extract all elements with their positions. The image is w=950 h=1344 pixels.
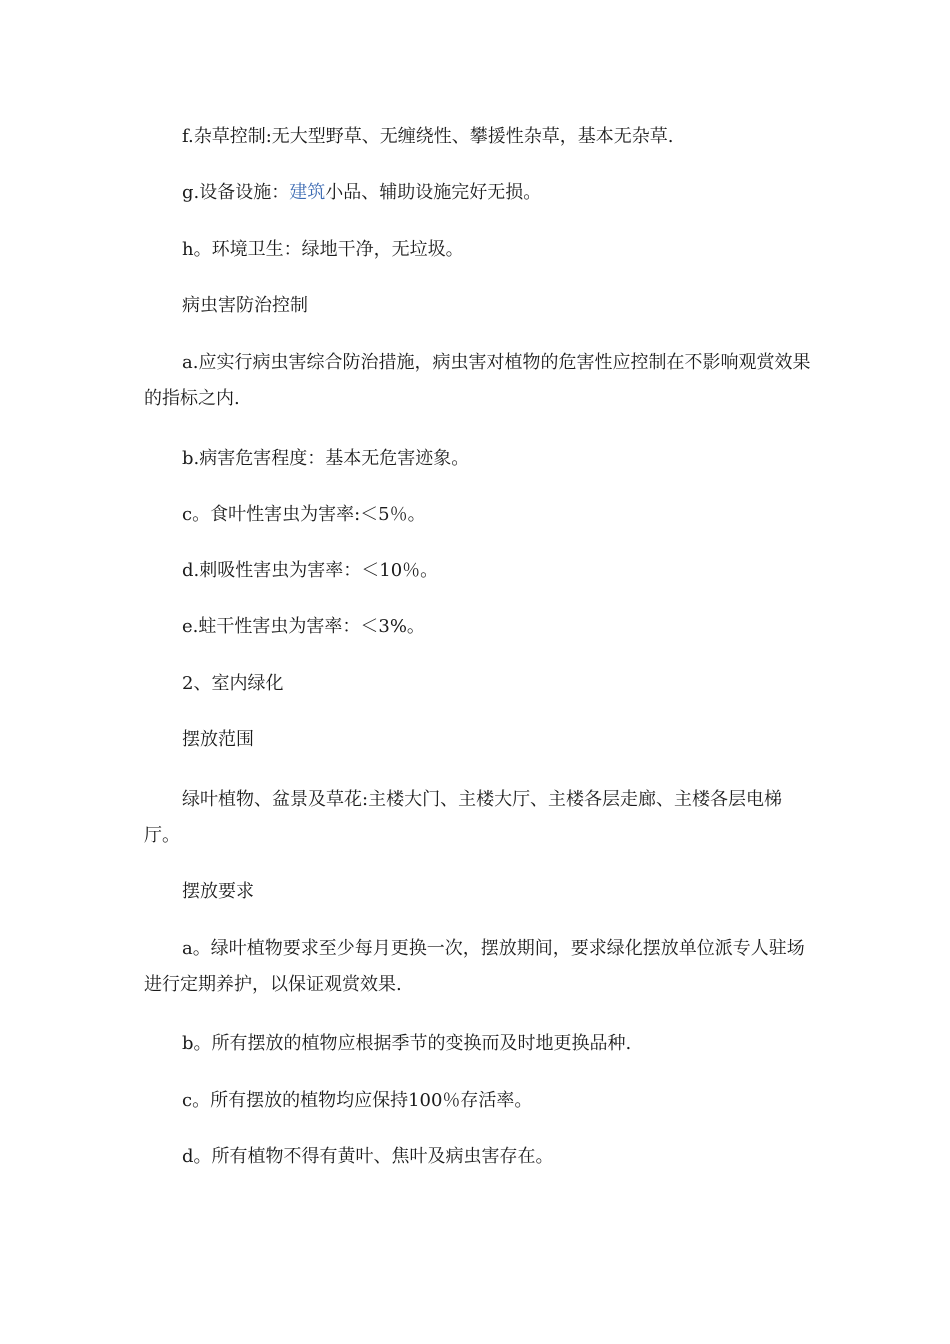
paragraph-pest-measures: a.应实行病虫害综合防治措施，病虫害对植物的危害性应控制在不影响观赏效果的指标之内. <box>144 352 811 409</box>
paragraph-seasonal-change: b。所有摆放的植物应根据季节的变换而及时地更换品种. <box>182 1033 632 1054</box>
heading-pest-control: 病虫害防治控制 <box>182 295 308 316</box>
heading-placement-scope: 摆放范围 <box>182 729 254 750</box>
paragraph-no-yellow-leaves: d。所有植物不得有黄叶、焦叶及病虫害存在。 <box>182 1146 554 1167</box>
paragraph-survival-rate: c。所有摆放的植物均应保持100％存活率。 <box>182 1090 533 1111</box>
paragraph-facilities-suffix: 小品、辅助设施完好无损。 <box>325 182 542 203</box>
paragraph-sucking-pests: d.刺吸性害虫为害率：＜10％。 <box>182 560 439 581</box>
paragraph-leaf-pests: c。食叶性害虫为害率:＜5％。 <box>182 504 426 525</box>
heading-placement-requirements: 摆放要求 <box>182 881 254 902</box>
paragraph-weed-control: f.杂草控制:无大型野草、无缠绕性、攀援性杂草，基本无杂草. <box>182 126 674 147</box>
paragraph-borer-pests: e.蛀干性害虫为害率：＜3%。 <box>182 616 425 637</box>
paragraph-sanitation: h。环境卫生：绿地干净，无垃圾。 <box>182 239 464 260</box>
heading-indoor-greening: 2、室内绿化 <box>182 673 284 694</box>
link-jianzhu[interactable]: 建筑 <box>289 182 326 203</box>
paragraph-disease-level: b.病害危害程度：基本无危害迹象。 <box>182 448 470 469</box>
paragraph-facilities <box>144 175 816 211</box>
paragraph-monthly-replacement: a。绿叶植物要求至少每月更换一次，摆放期间，要求绿化摆放单位派专人驻场进行定期养护，以保证观赏效果. <box>144 938 805 995</box>
paragraph-placement-locations: 绿叶植物、盆景及草花:主楼大门、主楼大厅、主楼各层走廊、主楼各层电梯厅。 <box>144 789 783 846</box>
paragraph-facilities-prefix: g.设备设施： <box>182 182 290 203</box>
